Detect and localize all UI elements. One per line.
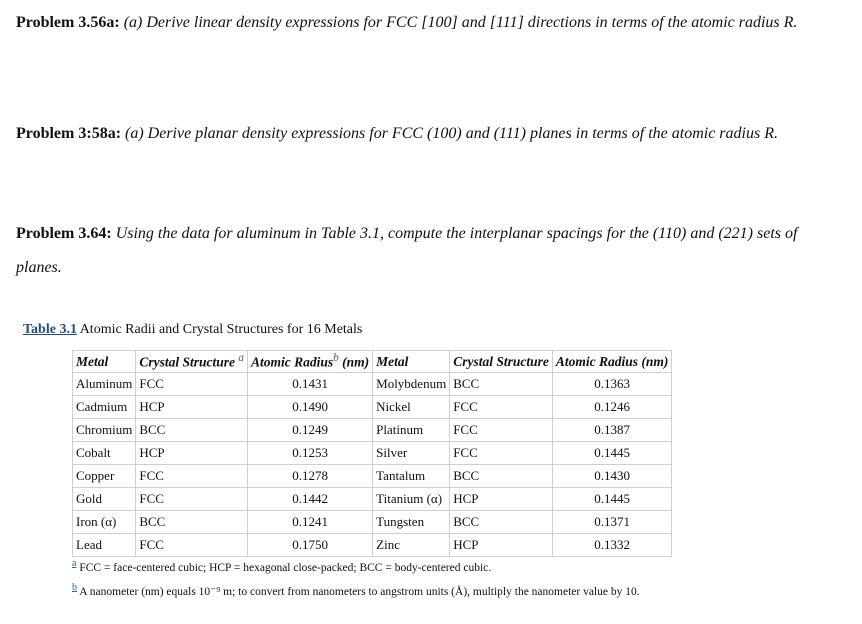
table-row xyxy=(73,488,672,511)
problem-3-56a xyxy=(16,6,830,40)
cell-radius: 0.1371 xyxy=(552,511,672,534)
cell-radius: 0.1445 xyxy=(552,488,672,511)
cell-metal: Platinum xyxy=(373,419,450,442)
footnote-a-text: FCC = face-centered cubic; HCP = hexagonal close-packed; BCC = body-centered cubic. xyxy=(79,562,492,574)
problem-3-58a xyxy=(16,117,830,151)
header-metal-2: Metal xyxy=(373,351,450,373)
cell-structure: HCP xyxy=(450,488,553,511)
cell-structure: BCC xyxy=(450,373,553,396)
footnote-b-text: A nanometer (nm) equals 10⁻⁹ m; to convert from nanometers to angstrom units (Å), multiply the nanometer value by 10. xyxy=(79,586,640,598)
table-caption-text: Atomic Radii and Crystal Structures for 16 Metals xyxy=(79,322,363,337)
cell-structure: FCC xyxy=(136,488,248,511)
cell-metal: Molybdenum xyxy=(373,373,450,396)
footnote-a-mark[interactable]: a xyxy=(72,558,77,570)
cell-structure: FCC xyxy=(136,373,248,396)
problem-label: Problem 3:58a: xyxy=(16,125,122,142)
metals-table xyxy=(72,350,672,557)
cell-metal: Titanium (α) xyxy=(373,488,450,511)
header-crystal-structure: Crystal Structure $^a$ xyxy=(136,351,248,373)
cell-structure: BCC xyxy=(450,465,553,488)
footnote-a xyxy=(72,558,492,574)
cell-radius: 0.1363 xyxy=(552,373,672,396)
cell-metal: Aluminum xyxy=(73,373,136,396)
cell-metal: Cobalt xyxy=(73,442,136,465)
cell-metal: Copper xyxy=(73,465,136,488)
cell-radius: 0.1442 xyxy=(248,488,373,511)
problem-text: (a) Derive linear density expressions for FCC [100] and [111] directions in terms of the atomic radius R. xyxy=(123,14,798,31)
table-row xyxy=(73,511,672,534)
header-atomic-radius: Atomic Radius$^b$ (nm) xyxy=(248,351,373,373)
cell-radius: 0.1387 xyxy=(552,419,672,442)
cell-metal: Nickel xyxy=(373,396,450,419)
cell-radius: 0.1332 xyxy=(552,534,672,557)
footnote-b-link[interactable]: b xyxy=(333,352,339,365)
cell-radius: 0.1431 xyxy=(248,373,373,396)
cell-radius: 0.1246 xyxy=(552,396,672,419)
cell-structure: FCC xyxy=(450,396,553,419)
cell-radius: 0.1241 xyxy=(248,511,373,534)
problem-3-64 xyxy=(16,217,830,285)
table-row xyxy=(73,442,672,465)
cell-structure: HCP xyxy=(450,534,553,557)
footnote-a-link[interactable]: a xyxy=(238,352,244,365)
cell-structure: FCC xyxy=(136,534,248,557)
cell-metal: Tungsten xyxy=(373,511,450,534)
table-row xyxy=(73,373,672,396)
table-link[interactable]: Table 3.1 xyxy=(23,322,77,337)
cell-structure: FCC xyxy=(450,419,553,442)
cell-metal: Cadmium xyxy=(73,396,136,419)
cell-radius: 0.1490 xyxy=(248,396,373,419)
footnote-b xyxy=(72,584,640,598)
cell-structure: BCC xyxy=(136,419,248,442)
cell-structure: FCC xyxy=(136,465,248,488)
cell-structure: BCC xyxy=(450,511,553,534)
problem-label: Problem 3.56a: xyxy=(16,14,120,31)
cell-metal: Iron (α) xyxy=(73,511,136,534)
problem-text: Using the data for aluminum in Table 3.1, compute the interplanar spacings for the (110) and (221) sets of planes. xyxy=(16,225,798,276)
footnote-b-mark[interactable]: b xyxy=(72,582,77,594)
cell-structure: HCP xyxy=(136,396,248,419)
cell-metal: Lead xyxy=(73,534,136,557)
table-header-row xyxy=(73,351,672,373)
cell-radius: 0.1430 xyxy=(552,465,672,488)
cell-radius: 0.1249 xyxy=(248,419,373,442)
table-row xyxy=(73,465,672,488)
table-row xyxy=(73,534,672,557)
cell-radius: 0.1445 xyxy=(552,442,672,465)
table-caption xyxy=(23,322,362,338)
problem-label: Problem 3.64: xyxy=(16,225,112,242)
cell-metal: Zinc xyxy=(373,534,450,557)
header-crystal-structure-2: Crystal Structure xyxy=(450,351,553,373)
table-row xyxy=(73,419,672,442)
table-row xyxy=(73,396,672,419)
cell-radius: 0.1750 xyxy=(248,534,373,557)
problem-text: (a) Derive planar density expressions for FCC (100) and (111) planes in terms of the atomic radius R. xyxy=(125,125,778,142)
cell-radius: 0.1278 xyxy=(248,465,373,488)
cell-structure: HCP xyxy=(136,442,248,465)
cell-structure: BCC xyxy=(136,511,248,534)
cell-metal: Chromium xyxy=(73,419,136,442)
header-metal: Metal xyxy=(73,351,136,373)
cell-metal: Gold xyxy=(73,488,136,511)
cell-metal: Tantalum xyxy=(373,465,450,488)
cell-radius: 0.1253 xyxy=(248,442,373,465)
cell-structure: FCC xyxy=(450,442,553,465)
cell-metal: Silver xyxy=(373,442,450,465)
header-atomic-radius-2: Atomic Radius (nm) xyxy=(552,351,672,373)
